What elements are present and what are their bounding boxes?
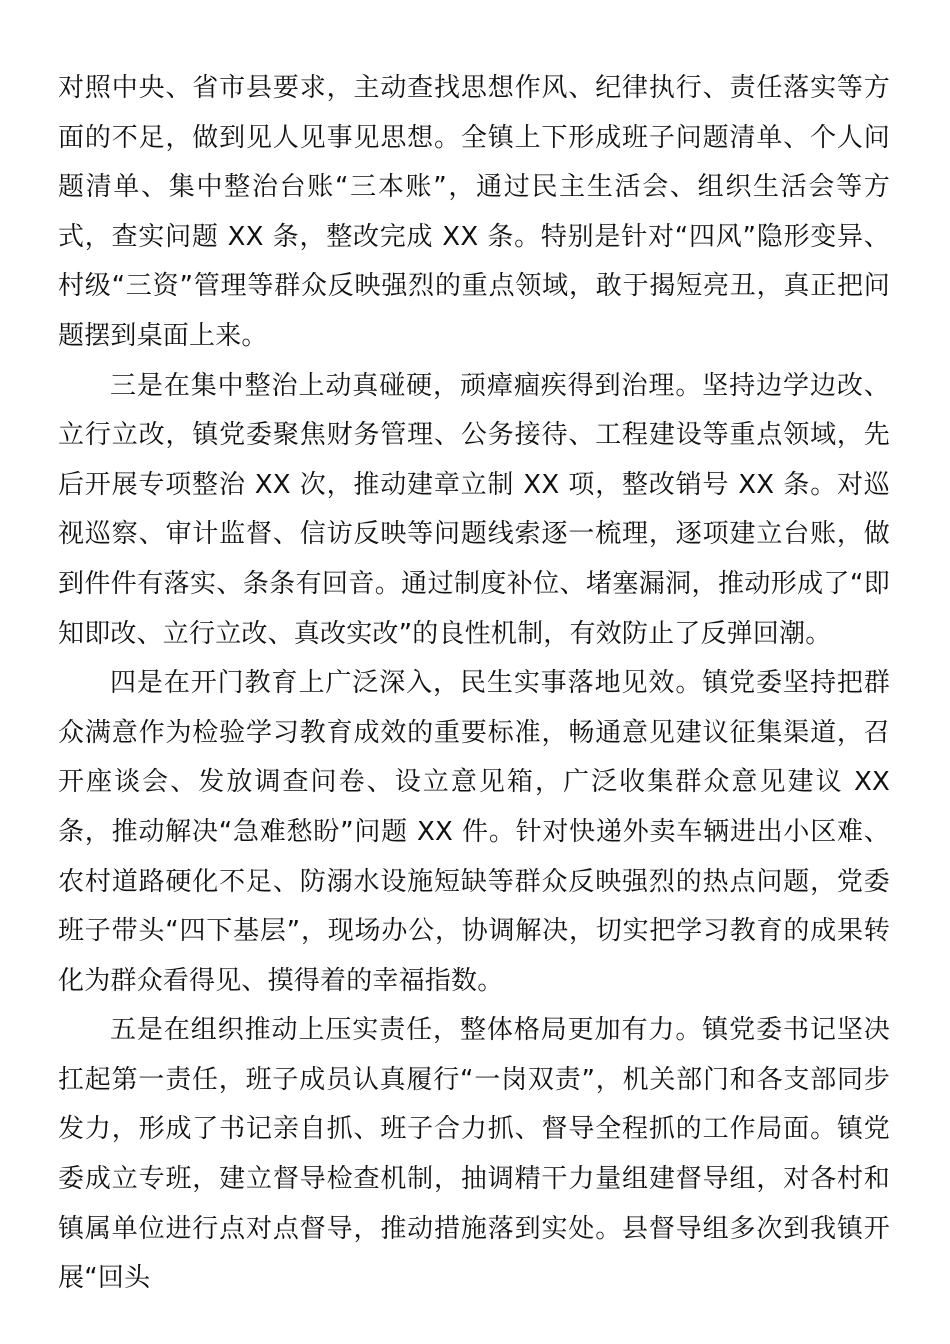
document-page	[58, 64, 890, 1304]
paragraph-open-education: 四是在开门教育上广泛深入，民生实事落地见效。镇党委坚持把群众满意作为检验学习教育成效的重要标准，畅通意见建议征集渠道，召开座谈会、发放调查问卷、设立意见箱，广泛收集群众意见建议 XX 条，推动解决“急难愁盼”问题 XX 件。针对快递外卖车辆进出小区难、农村道路硬化不足、防溺水设施短缺等群众反映强烈的热点问题，党委班子带头“四下基层”，现场办公，协调解决，切实把学习教育的成果转化为群众看得见、摸得着的幸福指数。	[58, 668, 890, 996]
paragraph-rectification: 三是在集中整治上动真碰硬，顽瘴痼疾得到治理。坚持边学边改、立行立改，镇党委聚焦财务管理、公务接待、工程建设等重点领域，先后开展专项整治 XX 次，推动建章立制 XX 项，整改销号 XX 条。对巡视巡察、审计监督、信访反映等问题线索逐一梳理，逐项建立台账，做到件件有落实、条条有回音。通过制度补位、堵塞漏洞，推动形成了“即知即改、立行立改、真改实改”的良性机制，有效防止了反弹回潮。	[58, 370, 890, 649]
paragraph-organization: 五是在组织推动上压实责任，整体格局更加有力。镇党委书记坚决扛起第一责任，班子成员认真履行“一岗双责”，机关部门和各支部同步发力，形成了书记亲自抓、班子合力抓、督导全程抓的工作局面。镇党委成立专班，建立督导检查机制，抽调精干力量组建督导组，对各村和镇属单位进行点对点督导，推动措施落到实处。县督导组多次到我镇开展“回头	[58, 1015, 890, 1294]
paragraph-continuation: 对照中央、省市县要求，主动查找思想作风、纪律执行、责任落实等方面的不足，做到见人见事见思想。全镇上下形成班子问题清单、个人问题清单、集中整治台账“三本账”，通过民主生活会、组织生活会等方式，查实问题 XX 条，整改完成 XX 条。特别是针对“四风”隐形变异、村级“三资”管理等群众反映强烈的重点领域，敢于揭短亮丑，真正把问题摆到桌面上来。	[58, 73, 890, 351]
